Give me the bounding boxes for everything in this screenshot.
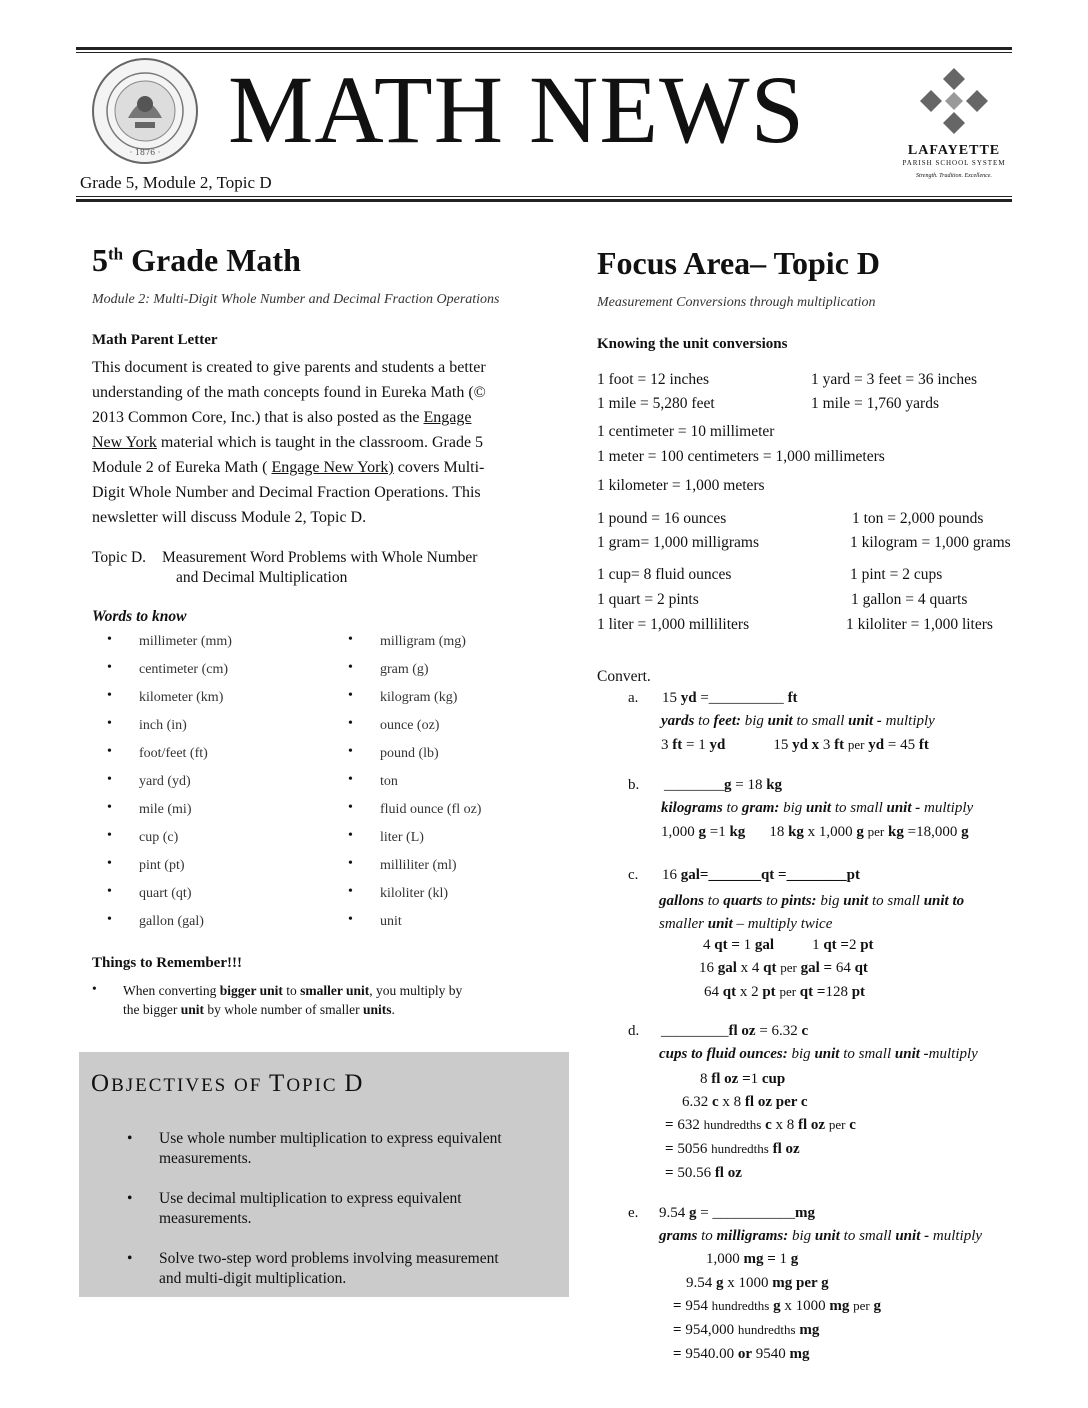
objectives-box <box>79 1052 569 1297</box>
remember-bullet: • <box>92 981 97 996</box>
logo-name: LAFAYETTE <box>907 143 1001 158</box>
svg-text:· 1876 ·: · 1876 · <box>129 148 161 157</box>
problem-a-rule: yards to feet: big unit to small unit - multiply <box>661 713 935 729</box>
word-item: • liter (L) <box>380 830 481 858</box>
logo-sub: PARISH SCHOOL SYSTEM <box>902 159 1006 167</box>
problem-c-rule: gallons to quarts to pints: big unit to small unit to smaller unit – multiply twice <box>659 893 965 932</box>
problem-c-work-3: 64 qt x 2 pt per qt =128 pt <box>704 984 866 1000</box>
word-item: • milliliter (ml) <box>380 858 481 886</box>
words-to-know-title: Words to know <box>92 608 187 625</box>
word-item: • fluid ounce (fl oz) <box>380 802 481 830</box>
lafayette-emblem-icon <box>895 66 1013 136</box>
conversion-item: 1 liter = 1,000 milliliters <box>597 616 750 633</box>
problem-e: 9.54 g = ___________mg <box>659 1205 815 1221</box>
focus-area-heading: Focus Area– Topic D <box>597 245 880 281</box>
problem-d: _________fl oz = 6.32 c <box>661 1023 809 1039</box>
problem-c: 16 gal=_______qt =________pt <box>662 867 860 883</box>
conversion-item: 1 pound = 16 ounces <box>597 510 727 527</box>
conversion-item: 1 cup= 8 fluid ounces <box>597 566 732 583</box>
conversion-item: 1 yard = 3 feet = 36 inches <box>811 371 977 388</box>
grade-module-topic: Grade 5, Module 2, Topic D <box>80 173 272 192</box>
grade-heading: 5th Grade Math <box>92 242 301 278</box>
word-item: • kilometer (km) <box>139 690 232 718</box>
word-item: • gallon (gal) <box>139 914 232 942</box>
knowing-conversions-title: Knowing the unit conversions <box>597 336 788 352</box>
problem-e-work-1: 1,000 mg = 1 g <box>706 1251 799 1267</box>
lafayette-logo <box>895 66 1013 178</box>
conversion-item: 1 gallon = 4 quarts <box>851 591 968 608</box>
objective-item: • Solve two-step word problems involving measurement and multi-digit multiplication. <box>159 1249 549 1289</box>
word-item: • millimeter (mm) <box>139 634 232 662</box>
logo-tagline: Strength. Tradition. Excellence. <box>916 173 992 179</box>
problem-b-label: b. <box>628 777 640 793</box>
problem-d-work-3: = 632 hundredths c x 8 fl oz per c <box>665 1117 856 1133</box>
word-item: • cup (c) <box>139 830 232 858</box>
problem-b-rule: kilograms to gram: big unit to small unit - multiply <box>661 800 974 816</box>
word-item: • centimeter (cm) <box>139 662 232 690</box>
problem-c-work-1: 4 qt = 1 gal 1 qt =2 pt <box>703 937 874 953</box>
top-rule-thin <box>76 52 1012 53</box>
problem-b: ________g = 18 kg <box>664 777 783 793</box>
conversion-item: 1 kilometer = 1,000 meters <box>597 477 765 494</box>
conversion-item: 1 kilogram = 1,000 grams <box>850 534 1011 551</box>
conversion-item: 1 ton = 2,000 pounds <box>852 510 984 527</box>
remember-text: When converting bigger unit to smaller unit, you multiply by the bigger unit by whole number of smaller units. <box>123 983 463 1017</box>
conversion-item: 1 quart = 2 pints <box>597 591 699 608</box>
problem-d-work-2: 6.32 c x 8 fl oz per c <box>682 1094 808 1110</box>
top-rule-thick <box>76 47 1012 50</box>
sub-rule-thin <box>76 196 1012 197</box>
new-york-link[interactable]: New York <box>92 434 157 451</box>
conversion-item: 1 meter = 100 centimeters = 1,000 millimeters <box>597 448 885 465</box>
problem-d-label: d. <box>628 1023 640 1039</box>
topic-d-line: Topic D. Measurement Word Problems with Whole Number and Decimal Multiplication <box>92 549 478 586</box>
problem-d-rule: cups to fluid ounces: big unit to small unit -multiply <box>659 1046 978 1062</box>
problem-b-work: 1,000 g =1 kg 18 kg x 1,000 g per kg =18,000 g <box>661 824 969 840</box>
convert-label: Convert. <box>597 668 651 685</box>
problem-a-label: a. <box>628 690 639 706</box>
objectives-title: OBJECTIVES OF TOPIC D <box>91 1070 365 1097</box>
word-item: • kilogram (kg) <box>380 690 481 718</box>
conversion-item: 1 centimeter = 10 millimeter <box>597 423 775 440</box>
problem-c-label: c. <box>628 867 639 883</box>
problem-e-work-3: = 954 hundredths g x 1000 mg per g <box>673 1298 881 1314</box>
word-item: • kiloliter (kl) <box>380 886 481 914</box>
word-item: • ton <box>380 774 481 802</box>
word-item: • yard (yd) <box>139 774 232 802</box>
conversion-item: 1 mile = 1,760 yards <box>811 395 939 412</box>
parent-letter-body: This document is created to give parents and students a better understanding of the math concepts found in Eureka Math (© 2013 Common Core, Inc.) that is also posted as the Engage New York material which is taught in the classroom. Grade 5 Module 2 of Eureka Math ( Engage New York) covers Multi- Digit Whole Number and Decimal Fraction Operations. This newsletter will discuss Module 2, Topic D. <box>92 359 486 526</box>
problem-e-work-5: = 9540.00 or 9540 mg <box>673 1346 810 1362</box>
word-item: • pound (lb) <box>380 746 481 774</box>
word-item: • ounce (oz) <box>380 718 481 746</box>
module-line: Module 2: Multi-Digit Whole Number and Decimal Fraction Operations <box>92 292 500 307</box>
objective-item: • Use whole number multiplication to express equivalent measurements. <box>159 1129 549 1169</box>
problem-d-work-5: = 50.56 fl oz <box>665 1165 742 1181</box>
objective-item: • Use decimal multiplication to express equivalent measurements. <box>159 1189 549 1229</box>
engage-new-york-link[interactable]: Engage New York) <box>271 459 394 476</box>
word-item: • inch (in) <box>139 718 232 746</box>
conversion-item: 1 pint = 2 cups <box>850 566 943 583</box>
sub-rule-thick <box>76 199 1012 202</box>
conversion-item: 1 kiloliter = 1,000 liters <box>846 616 993 633</box>
school-board-seal <box>90 56 200 166</box>
engage-link[interactable]: Engage <box>423 409 472 426</box>
word-item: • milligram (mg) <box>380 634 481 662</box>
parent-letter-title: Math Parent Letter <box>92 332 218 348</box>
problem-e-rule: grams to milligrams: big unit to small unit - multiply <box>659 1228 983 1244</box>
word-item: • pint (pt) <box>139 858 232 886</box>
problem-d-work-4: = 5056 hundredths fl oz <box>665 1141 800 1157</box>
word-item: • unit <box>380 914 481 942</box>
problem-d-work-1: 8 fl oz =1 cup <box>700 1071 786 1087</box>
newsletter-title: MATH NEWS <box>228 56 805 163</box>
conversion-item: 1 gram= 1,000 milligrams <box>597 534 760 551</box>
word-item: • foot/feet (ft) <box>139 746 232 774</box>
word-item: • mile (mi) <box>139 802 232 830</box>
problem-e-label: e. <box>628 1205 639 1221</box>
things-to-remember-title: Things to Remember!!! <box>92 955 242 971</box>
conversion-item: 1 foot = 12 inches <box>597 371 710 388</box>
focus-subheading: Measurement Conversions through multiplication <box>597 295 876 310</box>
conversion-item: 1 mile = 5,280 feet <box>597 395 715 412</box>
problem-a-work: 3 ft = 1 yd 15 yd x 3 ft per yd = 45 ft <box>661 737 929 753</box>
problem-e-work-2: 9.54 g x 1000 mg per g <box>686 1275 829 1291</box>
problem-a: 15 yd =__________ ft <box>662 690 798 706</box>
problem-e-work-4: = 954,000 hundredths mg <box>673 1322 820 1338</box>
word-item: • quart (qt) <box>139 886 232 914</box>
problem-c-work-2: 16 gal x 4 qt per gal = 64 qt <box>699 960 868 976</box>
word-item: • gram (g) <box>380 662 481 690</box>
